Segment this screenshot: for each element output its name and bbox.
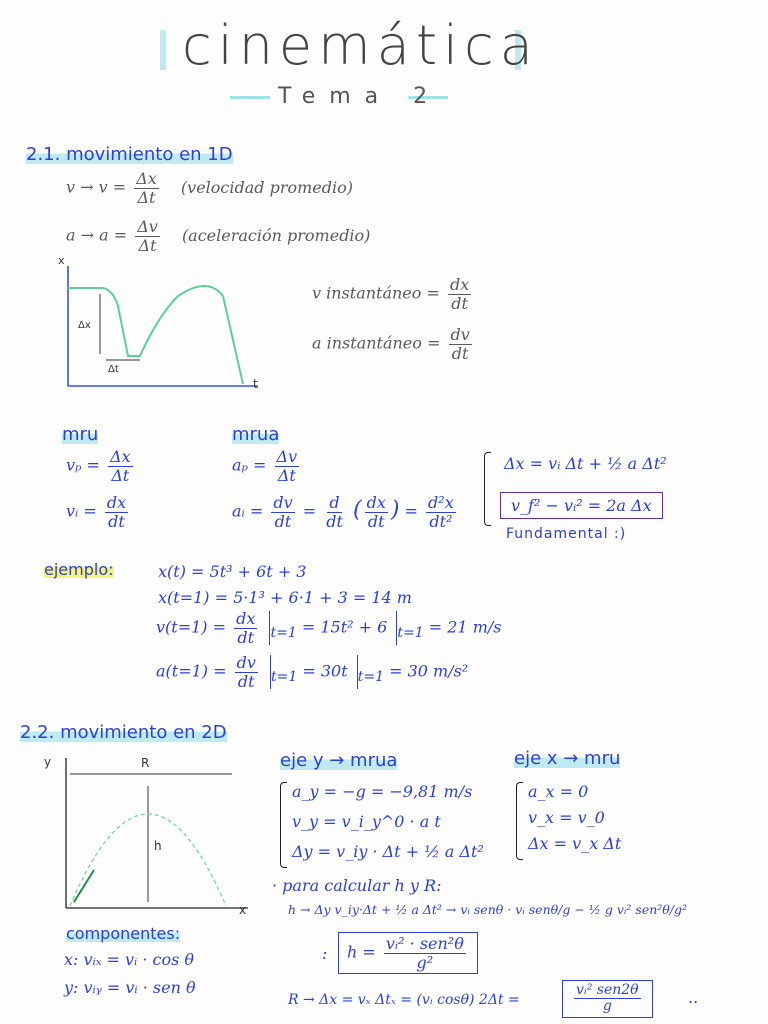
example-line1: x(t) = 5t³ + 6t + 3 bbox=[158, 562, 307, 581]
eje-y-line2: v_y = v_i_y^0 · a t bbox=[292, 812, 441, 831]
example-line4 bbox=[156, 654, 468, 690]
eje-x-bracket bbox=[516, 782, 523, 860]
page-subtitle: Tema 2 bbox=[278, 84, 442, 109]
ex3-eval1: t=1 bbox=[270, 624, 297, 641]
ex4-num: dv bbox=[236, 653, 256, 672]
r-derivation: R → Δx = vₓ Δtₓ = (vᵢ cosθ) 2Δt = bbox=[288, 992, 520, 1008]
ex4-left: a(t=1) = bbox=[156, 661, 227, 681]
ex3-mid: = 15t² + 6 bbox=[301, 617, 388, 637]
eje-x-line1: a_x = 0 bbox=[528, 782, 589, 801]
h-prefix: h = bbox=[347, 942, 376, 962]
ex4-eval1: t=1 bbox=[271, 668, 298, 685]
eje-y-bracket bbox=[280, 782, 287, 868]
mru-vp-den: Δt bbox=[111, 465, 130, 485]
r-result-num: vᵢ² sen2θ bbox=[576, 982, 639, 998]
mrua-ai-frac3 bbox=[365, 494, 388, 530]
graph1-dt-label: Δt bbox=[108, 364, 119, 375]
mrua-heading: mrua bbox=[232, 424, 280, 445]
h-colon: : bbox=[322, 944, 328, 963]
ex3-fraction bbox=[234, 610, 257, 646]
example-line3 bbox=[156, 610, 501, 646]
h-result-den: g² bbox=[416, 952, 434, 972]
r-result-den: g bbox=[602, 998, 612, 1015]
page-title: cinemática bbox=[182, 14, 539, 77]
mrua-eq2-boxed: v_f² − vᵢ² = 2a Δx bbox=[500, 492, 663, 519]
v-instantaneous bbox=[312, 276, 474, 312]
mrua-ap bbox=[232, 448, 302, 484]
eje-x-line2: v_x = v_0 bbox=[528, 808, 605, 827]
mru-vi-num: dx bbox=[106, 493, 127, 512]
ex3-left: v(t=1) = bbox=[156, 617, 227, 637]
accel-num: Δv bbox=[137, 217, 158, 236]
h-result-num: vᵢ² · sen²θ bbox=[385, 934, 464, 953]
h-result-box bbox=[338, 932, 478, 974]
section-2-heading: 2.2. movimiento en 2D bbox=[20, 722, 227, 743]
subtitle-bar-left bbox=[230, 96, 270, 99]
ex3-eval2: t=1 bbox=[397, 624, 424, 641]
mru-vp-label: vₚ = bbox=[66, 455, 100, 475]
accel-label: a → a = bbox=[66, 225, 128, 245]
title-decoration-left bbox=[160, 30, 166, 70]
componente-x: x: vᵢₓ = vᵢ · cos θ bbox=[64, 950, 195, 969]
mru-vi-den: dt bbox=[108, 511, 125, 531]
eje-y-heading: eje y → mrua bbox=[280, 750, 398, 771]
mru-vp-fraction bbox=[108, 448, 133, 484]
velocity-definition bbox=[66, 170, 353, 206]
mrua-ai-frac1 bbox=[271, 494, 294, 530]
v-inst-den: dt bbox=[451, 293, 468, 313]
r-result-box bbox=[562, 980, 653, 1018]
eje-y-line3: Δy = v_iy · Δt + ½ a Δt² bbox=[292, 842, 484, 861]
mru-heading: mru bbox=[62, 424, 99, 445]
graph2-x-label: x bbox=[239, 903, 247, 917]
section-1-heading: 2.1. movimiento en 1D bbox=[26, 144, 233, 165]
mru-vi bbox=[66, 494, 131, 530]
mrua-ai-frac2-den: dt bbox=[326, 511, 343, 531]
ex4-right: = 30 m/s² bbox=[389, 661, 469, 681]
mrua-ai-frac4-num: d²x bbox=[428, 493, 454, 512]
a-inst-fraction bbox=[449, 326, 472, 362]
accel-den: Δt bbox=[138, 235, 157, 255]
velocity-vector bbox=[74, 870, 94, 902]
accel-fraction bbox=[135, 218, 160, 254]
componente-y: y: vᵢᵧ = vᵢ · sen θ bbox=[64, 978, 196, 997]
velocity-label: v → v = bbox=[66, 177, 127, 197]
mrua-ap-num: Δv bbox=[276, 447, 298, 466]
mru-vp bbox=[66, 448, 136, 484]
velocity-fraction bbox=[134, 170, 159, 206]
mrua-ai-frac3-num: dx bbox=[366, 493, 386, 512]
projectile-graph bbox=[36, 752, 258, 918]
graph2-height-label: h bbox=[154, 839, 162, 853]
mrua-ai-frac4 bbox=[426, 494, 456, 530]
accel-definition bbox=[66, 218, 370, 254]
ex4-eval2: t=1 bbox=[357, 668, 384, 685]
eje-x-heading: eje x → mru bbox=[514, 748, 621, 769]
mrua-ai-frac2 bbox=[324, 494, 345, 530]
mru-vp-num: Δx bbox=[110, 447, 131, 466]
h-derivation: h → Δy v_iy·Δt + ½ a Δt² → vᵢ senθ · vᵢ senθ/g − ½ g vᵢ² sen²θ/g² bbox=[288, 902, 688, 917]
position-curve bbox=[68, 286, 243, 384]
velocity-note: (velocidad promedio) bbox=[180, 177, 354, 197]
position-time-graph bbox=[48, 256, 268, 396]
mrua-ai: aᵢ = $\frac{dv}{dt}$ = $\frac{d}{dt}$ ( $\frac{dx}{dt}$ ) = $\frac{\text{d²x}}{\text{dt²}}$ bbox=[232, 493, 454, 531]
mrua-ai-frac1-den: dt bbox=[274, 511, 292, 531]
velocity-den: Δt bbox=[137, 187, 156, 207]
mrua-ai-frac1-num: dv bbox=[273, 493, 293, 512]
ex3-right: = 21 m/s bbox=[428, 617, 502, 637]
mrua-eq1: Δx = vᵢ Δt + ½ a Δt² bbox=[504, 454, 667, 473]
ex4-den: dt bbox=[237, 671, 255, 691]
h-result-fraction bbox=[384, 935, 466, 971]
componentes-heading: componentes: bbox=[66, 924, 181, 943]
accel-note: (aceleración promedio) bbox=[181, 225, 371, 245]
a-inst-num: dv bbox=[450, 325, 470, 344]
example-label: ejemplo: bbox=[44, 560, 114, 579]
mru-vi-label: vᵢ = bbox=[66, 501, 97, 521]
mrua-ap-label: aₚ = bbox=[232, 455, 267, 475]
graph1-dx-label: Δx bbox=[78, 320, 91, 331]
eje-x-line3: Δx = v_x Δt bbox=[528, 834, 622, 853]
r-result-fraction bbox=[574, 983, 641, 1015]
ex4-mid: = 30t bbox=[302, 661, 348, 681]
ex4-fraction bbox=[235, 654, 258, 690]
mrua-ai-frac3-den: dt bbox=[367, 511, 385, 531]
para-calcular: · para calcular h y R: bbox=[272, 876, 442, 895]
r-tail: .. bbox=[688, 988, 699, 1007]
eje-y-line1: a_y = −g = −9,81 m/s bbox=[292, 782, 473, 801]
a-instantaneous bbox=[312, 326, 475, 362]
graph2-range-label: R bbox=[141, 756, 150, 770]
a-inst-den: dt bbox=[451, 343, 469, 363]
v-inst-num: dx bbox=[450, 275, 470, 294]
example-line2: x(t=1) = 5·1³ + 6·1 + 3 = 14 m bbox=[158, 588, 412, 607]
velocity-num: Δx bbox=[136, 169, 157, 188]
mrua-ai-label: aᵢ = bbox=[232, 501, 264, 521]
ex3-num: dx bbox=[236, 609, 256, 628]
mru-vi-fraction bbox=[105, 494, 128, 530]
ex3-den: dt bbox=[237, 627, 255, 647]
v-inst-fraction bbox=[448, 276, 471, 312]
fundamental-label: Fundamental :) bbox=[506, 526, 627, 542]
mrua-ap-fraction bbox=[275, 448, 300, 484]
graph2-y-label: y bbox=[44, 755, 52, 769]
mrua-ai-frac4-den: dt² bbox=[429, 511, 453, 531]
a-inst-label: a instantáneo = bbox=[312, 333, 441, 353]
v-inst-label: v instantáneo = bbox=[312, 283, 440, 303]
graph1-x-label: t bbox=[253, 377, 258, 391]
graph1-y-label: x bbox=[58, 256, 65, 267]
equations-bracket bbox=[484, 452, 491, 526]
mrua-ap-den: Δt bbox=[277, 465, 296, 485]
mrua-ai-frac2-num: d bbox=[329, 493, 340, 512]
